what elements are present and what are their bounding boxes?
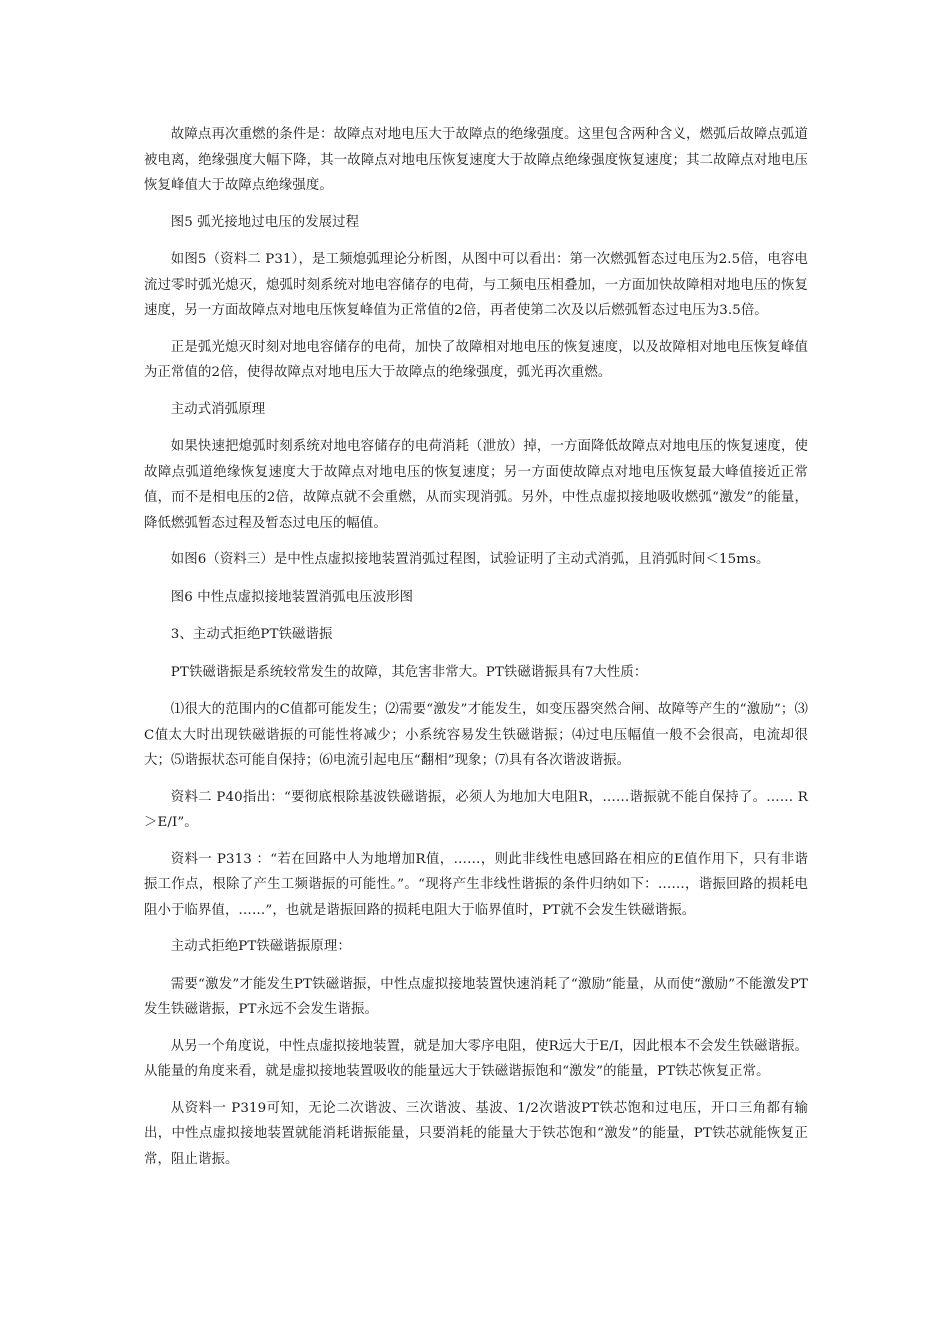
paragraph-excitation-consumption: 需要“激发”才能发生PT铁磁谐振，中性点虚拟接地装置快速消耗了“激励”能量，从而使“激励”不能激发PT发生铁磁谐振，PT永远不会发生谐振。 (144, 976, 808, 1017)
paragraph-reference-p40: 资料二 P40指出：“要彻底根除基波铁磁谐振，必须人为地加大电阻R，……谐振就不能自保持了。…… R＞E/I”。 (144, 789, 808, 830)
section-heading-pt-resonance-principle: 主动式拒绝PT铁磁谐振原理： (170, 939, 351, 954)
figure-5-caption: 图5 弧光接地过电压的发展过程 (170, 214, 360, 230)
paragraph-pt-resonance-properties: ⑴很大的范围内的C值都可能发生；⑵需要“激发”才能发生，如变压器突然合闸、故障等产生的“激励”；⑶C值太大时出现铁磁谐振的可能性将减少；小系统容易发生铁磁谐振；⑷过电压幅值一般不会很高，电流却很大；⑸谐振状态可能自保持；⑹电流引起电压“翻相”现象；⑺具有各次谐波谐振。 (144, 702, 808, 768)
paragraph-zero-sequence-resistance: 从另一个角度说，中性点虚拟接地装置，就是加大零序电阻，使R远大于E/I，因此根本不会发生铁磁谐振。从能量的角度来看，就是虚拟接地装置吸收的能量远大于铁磁谐振饱和“激发”的能量，PT铁芯恢复正常。 (144, 1038, 808, 1079)
paragraph-reference-p319: 从资料一 P319可知，无论二次谐波、三次谐波、基波、1/2次谐波PT铁芯饱和过电压，开口三角都有输出，中性点虚拟接地装置就能消耗谐振能量，只要消耗的能量大于铁芯饱和“激发”的能量，PT铁芯就能恢复正常，阻止谐振。 (144, 1100, 808, 1167)
paragraph-figure-5-analysis: 如图5（资料二 P31），是工频熄弧理论分析图，从图中可以看出：第一次燃弧暂态过电压为2.5倍，电容电流过零时弧光熄灭，熄弧时刻系统对地电容储存的电荷，与工频电压相叠加，一方面加快故障相对地电压的恢复速度，另一方面故障点对地电压恢复峰值为正常值的2倍，再者使第二次及以后燃弧暂态过电压为3.5倍。 (144, 252, 808, 318)
section-heading-active-arc-suppression: 主动式消弧原理 (170, 401, 266, 417)
section-heading-pt-resonance: 3、主动式拒绝PT铁磁谐振 (170, 627, 333, 642)
paragraph-pt-resonance-intro: PT铁磁谐振是系统较常发生的故障，其危害非常大。PT铁磁谐振具有7大性质： (170, 664, 648, 680)
paragraph-figure-6-intro: 如图6（资料三）是中性点虚拟接地装置消弧过程图，试验证明了主动式消弧，且消弧时间＜15ms。 (170, 552, 770, 567)
paragraph-arc-reignition: 正是弧光熄灭时刻对地电容储存的电荷，加快了故障相对地电压的恢复速度，以及故障相对地电压恢复峰值为正常值的2倍，使得故障点对地电压大于故障点的绝缘强度，弧光再次重燃。 (144, 339, 808, 380)
paragraph-reference-p313: 资料一 P313 ：“若在回路中人为地增加R值，……，则此非线性电感回路在相应的E值作用下，只有非谐振工作点，根除了产生工频谐振的可能性。”。“现将产生非线性谐振的条件归纳如下：……，谐振回路的损耗电阻小于临界值，……”，也就是谐振回路的损耗电阻大于临界值时，PT就不会发生铁磁谐振。 (144, 851, 808, 918)
figure-6-caption: 图6 中性点虚拟接地装置消弧电压波形图 (170, 589, 414, 605)
document-page (144, 122, 808, 1183)
paragraph-reignition-condition: 故障点再次重燃的条件是：故障点对地电压大于故障点的绝缘强度。这里包含两种含义，燃弧后故障点弧道被电离，绝缘强度大幅下降，其一故障点对地电压恢复速度大于故障点绝缘强度恢复速度；其二故障点对地电压恢复峰值大于故障点绝缘强度。 (144, 127, 808, 193)
paragraph-arc-suppression-principle: 如果快速把熄弧时刻系统对地电容储存的电荷消耗（泄放）掉，一方面降低故障点对地电压的恢复速度，使故障点弧道绝缘恢复速度大于故障点对地电压的恢复速度；另一方面使故障点对地电压恢复最大峰值接近正常值，而不是相电压的2倍，故障点就不会重燃，从而实现消弧。另外，中性点虚拟接地吸收燃弧“激发”的能量，降低燃弧暂态过程及暂态过电压的幅值。 (144, 439, 808, 531)
